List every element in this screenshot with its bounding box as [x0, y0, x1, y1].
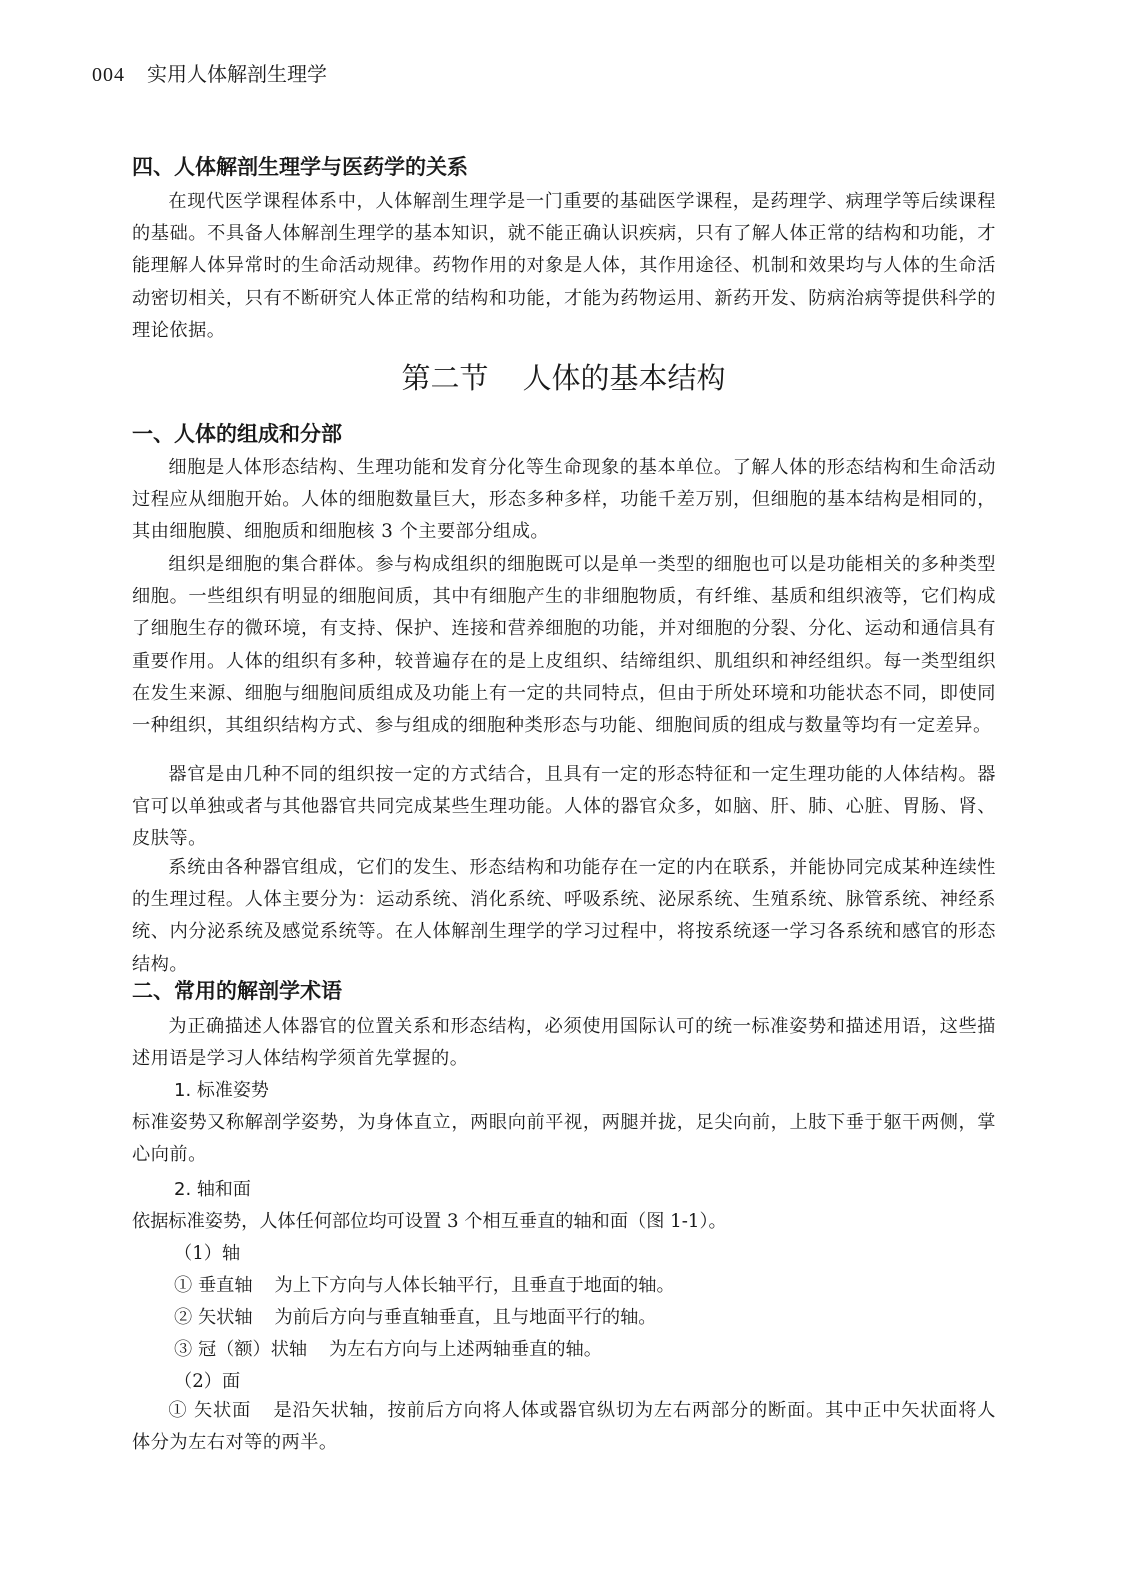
heading-composition: 一、人体的组成和分部 — [132, 422, 342, 446]
paragraph-standard-posture: 标准姿势又称解剖学姿势，为身体直立，两眼向前平视，两腿并拢，足尖向前，上肢下垂于躯干两侧，掌心向前。 — [132, 1112, 996, 1166]
section-title-text: 人体的基本结构 — [522, 361, 726, 395]
desc-vertical-axis: 为上下方向与人体长轴平行，且垂直于地面的轴。 — [274, 1275, 675, 1296]
paragraph-terminology-intro: 为正确描述人体器官的位置关系和形态结构，必须使用国际认可的统一标准姿势和描述用语，这些描述用语是学习人体结构学须首先掌握的。 — [132, 1016, 996, 1070]
subheading-axes-planes: 2. 轴和面 — [174, 1179, 251, 1200]
term-sagittal-axis: ② 矢状轴 — [174, 1307, 253, 1328]
term-vertical-axis: ① 垂直轴 — [174, 1275, 253, 1296]
desc-coronal-axis: 为左右方向与上述两轴垂直的轴。 — [329, 1339, 602, 1360]
term-coronal-axis: ③ 冠（额）状轴 — [174, 1339, 308, 1360]
section-number: 第二节 — [401, 361, 489, 395]
book-title: 实用人体解剖生理学 — [147, 62, 327, 86]
list-item-vertical-axis — [174, 1271, 675, 1301]
paragraph-tissue: 组织是细胞的集合群体。参与构成组织的细胞既可以是单一类型的细胞也可以是功能相关的多种类型细胞。一些组织有明显的细胞间质，其中有细胞产生的非细胞物质，有纤维、基质和组织液等，它们构成了细胞生存的微环境，有支持、保护、连接和营养细胞的功能，并对细胞的分裂、分化、运动和通信具有重要作用。人体的组织有多种，较普遍存在的是上皮组织、结缔组织、肌组织和神经组织。每一类型组织在发生来源、细胞与细胞间质组成及功能上有一定的共同特点，但由于所处环境和功能状态不同，即使同一种组织，其组织结构方式、参与组成的细胞种类形态与功能、细胞间质的组成与数量等均有一定差异。 — [132, 554, 996, 737]
running-header — [92, 60, 327, 89]
term-sagittal-plane: ① 矢状面 — [168, 1400, 252, 1421]
label-plane: （2）面 — [174, 1371, 241, 1392]
paragraph-cell: 细胞是人体形态结构、生理功能和发育分化等生命现象的基本单位。了解人体的形态结构和生命活动过程应从细胞开始。人体的细胞数量巨大，形态多种多样，功能千差万别，但细胞的基本结构是相同的，其由细胞膜、细胞质和细胞核 3 个主要部分组成。 — [132, 457, 996, 543]
list-item-sagittal-axis — [174, 1303, 657, 1333]
list-item-sagittal-plane — [132, 1395, 996, 1459]
subheading-standard-posture: 1. 标准姿势 — [174, 1080, 269, 1101]
desc-sagittal-axis: 为前后方向与垂直轴垂直，且与地面平行的轴。 — [274, 1307, 657, 1328]
page-number: 004 — [92, 64, 125, 86]
list-item-coronal-axis — [174, 1335, 602, 1365]
paragraph-system: 系统由各种器官组成，它们的发生、形态结构和功能存在一定的内在联系，并能协同完成某种连续性的生理过程。人体主要分为：运动系统、消化系统、呼吸系统、泌尿系统、生殖系统、脉管系统、神经系统、内分泌系统及感觉系统等。在人体解剖生理学的学习过程中，将按系统逐一学习各系统和感官的形态结构。 — [132, 857, 996, 975]
section-heading-relationship: 四、人体解剖生理学与医药学的关系 — [132, 155, 468, 179]
heading-terminology: 二、常用的解剖学术语 — [132, 979, 342, 1003]
paragraph-organ: 器官是由几种不同的组织按一定的方式结合，且具有一定的形态特征和一定生理功能的人体结构。器官可以单独或者与其他器官共同完成某些生理功能。人体的器官众多，如脑、肝、肺、心脏、胃肠、肾、皮肤等。 — [132, 764, 996, 850]
chapter-section-title — [0, 358, 1127, 398]
desc-sagittal-plane: 是沿矢状轴，按前后方向将人体或器官纵切为左右两部分的断面。其中正中矢状面将人体分为左右对等的两半。 — [132, 1400, 996, 1454]
text-axes-planes: 依据标准姿势，人体任何部位均可设置 3 个相互垂直的轴和面（图 1-1）。 — [132, 1211, 727, 1232]
label-axis: （1）轴 — [174, 1243, 241, 1264]
paragraph-relationship: 在现代医学课程体系中，人体解剖生理学是一门重要的基础医学课程，是药理学、病理学等后续课程的基础。不具备人体解剖生理学的基本知识，就不能正确认识疾病，只有了解人体正常的结构和功能，才能理解人体异常时的生命活动规律。药物作用的对象是人体，其作用途径、机制和效果均与人体的生命活动密切相关，只有不断研究人体正常的结构和功能，才能为药物运用、新药开发、防病治病等提供科学的理论依据。 — [132, 191, 996, 341]
